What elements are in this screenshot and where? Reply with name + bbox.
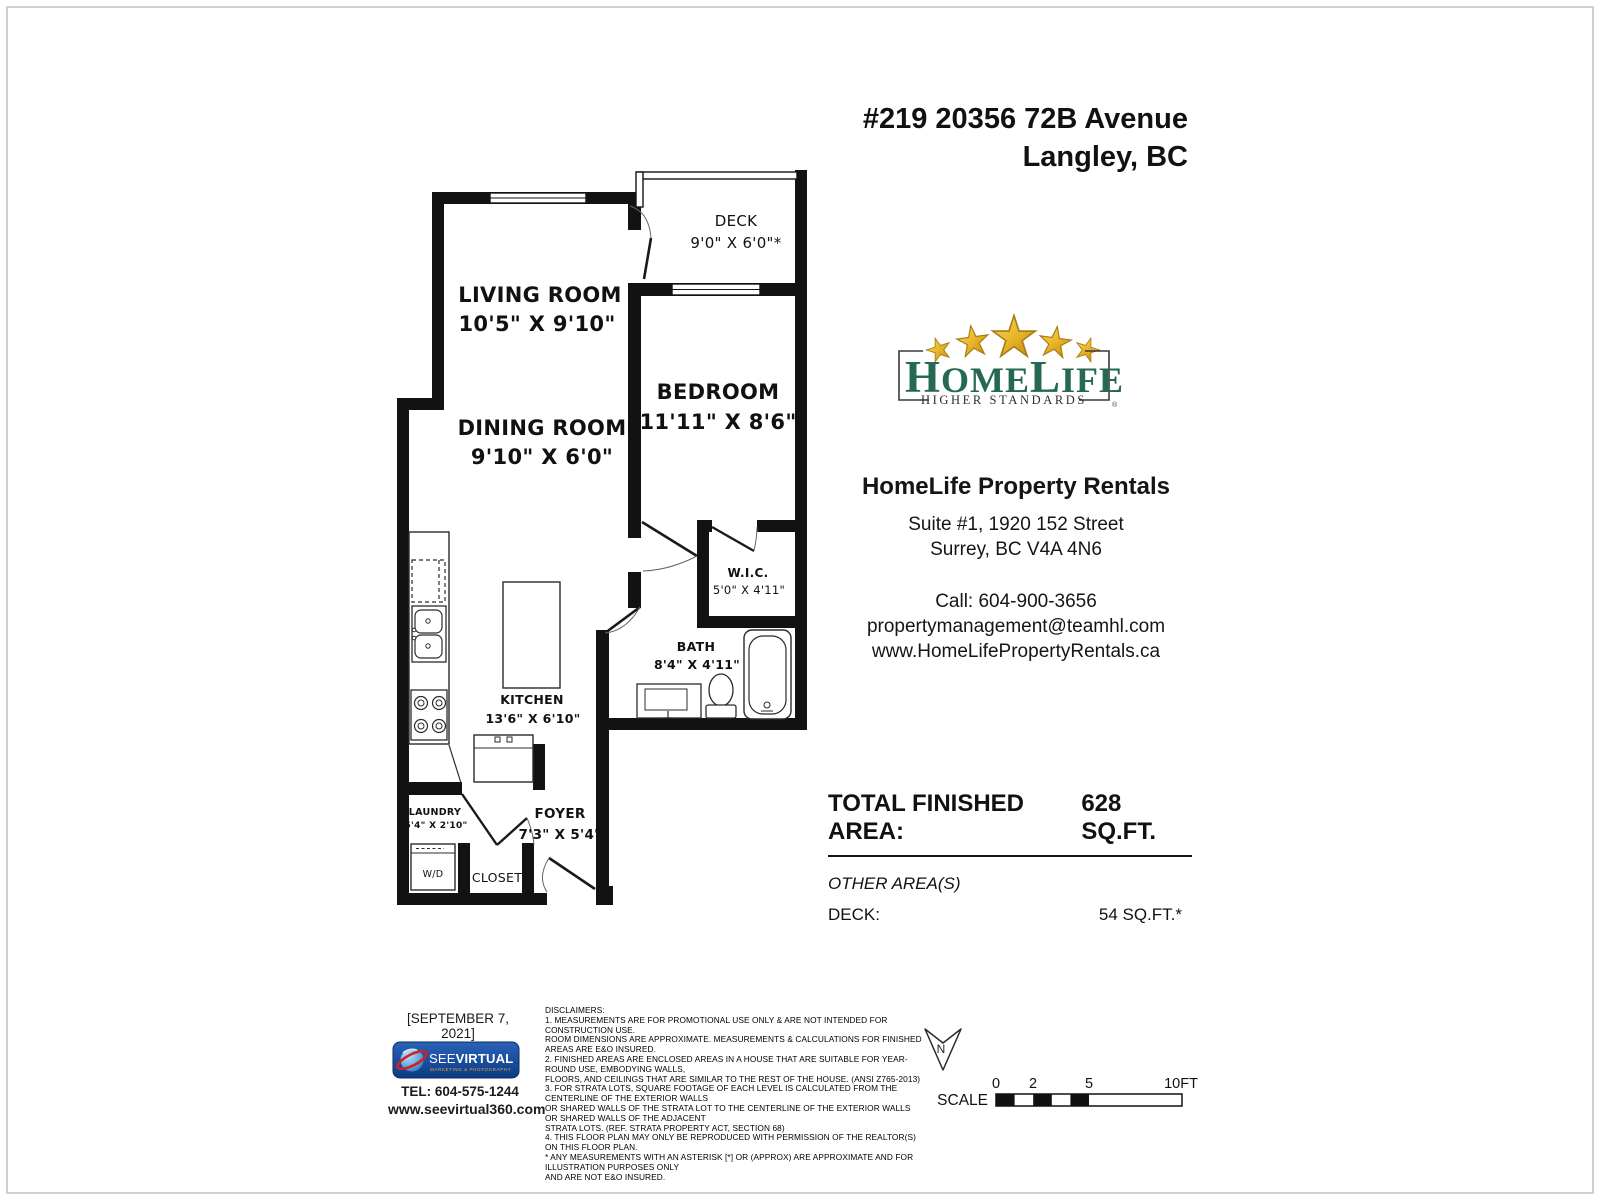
- laundry-dims: 5'4" X 2'10": [404, 821, 468, 831]
- seevirtual-logo: [392, 1040, 520, 1080]
- kitchen-label: KITCHEN: [500, 692, 564, 707]
- bathtub-icon: [744, 630, 791, 719]
- kitchen-dims: 13'6" X 6'10": [485, 711, 581, 726]
- dining-room-label: DINING ROOM: [457, 416, 627, 440]
- north-label: N: [936, 1042, 946, 1056]
- property-address: [820, 100, 1188, 176]
- scale-tick-10: 10FT: [1164, 1076, 1198, 1092]
- entry-door: [542, 858, 595, 892]
- scale-tick-0: 0: [991, 1076, 1001, 1092]
- seevirtual-prefix: SEE: [429, 1051, 456, 1066]
- wic-label: W.I.C.: [727, 566, 769, 580]
- floorplan-drawing: [370, 150, 820, 920]
- star-row-icon: [924, 316, 1102, 364]
- scale-bar: [937, 1076, 1198, 1109]
- wic-dims: 5'0" X 4'11": [712, 583, 786, 597]
- other-areas-label: OTHER AREA(S): [828, 874, 961, 893]
- living-room-window: [490, 193, 586, 203]
- bedroom-window: [672, 284, 760, 295]
- website-url: www.HomeLifePropertyRentals.ca: [871, 641, 1161, 662]
- bedroom-dims: 11'11" X 8'6": [639, 410, 797, 434]
- disclaimer-line: 1. MEASUREMENTS ARE FOR PROMOTIONAL USE ONLY & ARE NOT INTENDED FOR CONSTRUCTION USE.: [545, 1014, 888, 1035]
- living-room-dims: 10'5" X 9'10": [458, 312, 616, 336]
- seevirtual-website: www.seevirtual360.com: [388, 1101, 546, 1117]
- deck-walls: [636, 172, 797, 207]
- disclaimer-line: 3. FOR STRATA LOTS, SQUARE FOOTAGE OF EACH LEVEL IS CALCULATED FROM THE CENTERLINE OF THE EXTERIOR WALLS: [545, 1083, 898, 1104]
- phone-number: Call: 604-900-3656: [935, 591, 1097, 612]
- total-area-row: [828, 790, 1192, 846]
- bath-dims: 8'4" X 4'11": [653, 657, 741, 672]
- bath-label: BATH: [676, 639, 716, 654]
- logo-word-ife: IFE: [1061, 360, 1125, 400]
- fridge-icon: [412, 560, 445, 602]
- washer-dryer-label: W/D: [422, 869, 444, 880]
- seevirtual-phone: TEL: 604-575-1244: [401, 1084, 519, 1099]
- toilet-icon: [706, 674, 736, 718]
- contact-block: [830, 473, 1202, 664]
- total-area-label: TOTAL FINISHED AREA:: [828, 790, 1025, 845]
- deck-area-row: [828, 905, 1192, 925]
- scale-tick-5: 5: [1084, 1076, 1094, 1092]
- foyer-dims: 7'3" X 5'4": [518, 827, 602, 843]
- disclaimer-line: AND ARE NOT E&O INSURED.: [545, 1171, 666, 1182]
- closet-label: CLOSET: [471, 870, 523, 885]
- walls: [397, 170, 807, 905]
- company-name: HomeLife Property Rentals: [861, 473, 1171, 500]
- foyer-label: FOYER: [534, 806, 586, 822]
- disclaimer-line: STRATA LOTS. (REF. STRATA PROPERTY ACT, SECTION 68): [545, 1122, 785, 1133]
- dining-room-dims: 9'10" X 6'0": [470, 445, 614, 469]
- registered-mark: ®: [1112, 402, 1118, 409]
- bath-door: [605, 607, 640, 633]
- logo-word-l: L: [1030, 352, 1062, 402]
- living-room-label: LIVING ROOM: [458, 283, 622, 307]
- contact-methods: [830, 589, 1202, 664]
- address-line-2: Langley, BC: [1022, 141, 1188, 173]
- disclaimer-line: 4. THIS FLOOR PLAN MAY ONLY BE REPRODUCED WITH PERMISSION OF THE REALTOR(S) ON THIS FLOOR PLAN.: [545, 1132, 916, 1153]
- washer-dryer-icon: [411, 844, 455, 890]
- deck-area-label: DECK:: [828, 905, 880, 924]
- counter-corner-line: [449, 745, 461, 783]
- address-line-1: #219 20356 72B Avenue: [862, 103, 1188, 135]
- plan-date: [SEPTEMBER 7, 2021]: [406, 1011, 510, 1041]
- north-and-scale: [920, 1015, 1200, 1115]
- deck-area-value: 54 SQ.FT.*: [1098, 905, 1182, 924]
- company-address-1: Suite #1, 1920 152 Street: [908, 514, 1124, 535]
- logo-tagline: HIGHER STANDARDS: [921, 393, 1087, 407]
- bath-vanity-icon: [637, 684, 701, 718]
- disclaimer-line: DISCLAIMERS:: [545, 1005, 605, 1015]
- svg-text:SEEVIRTUAL: [429, 1051, 513, 1066]
- bedroom-label: BEDROOM: [656, 380, 780, 404]
- kitchen-island: [503, 582, 560, 688]
- homelife-logo: [880, 300, 1130, 415]
- total-area-value: 628 SQ.FT.: [1081, 790, 1156, 845]
- peninsula-counter: [474, 735, 533, 782]
- doors: [462, 206, 757, 892]
- disclaimers-block: [545, 1006, 925, 1182]
- seevirtual-suffix: VIRTUAL: [455, 1051, 514, 1066]
- deck-label: DECK: [714, 212, 758, 230]
- disclaimer-line: ROOM DIMENSIONS ARE APPROXIMATE. MEASUREMENTS & CALCULATIONS FOR FINISHED AREAS ARE E&O INSURED.: [545, 1034, 922, 1055]
- area-summary: [828, 790, 1192, 925]
- scale-label: SCALE: [937, 1092, 988, 1109]
- bedroom-door: [642, 522, 697, 571]
- disclaimer-line: FLOORS, AND CEILINGS THAT ARE SIMILAR TO THE REST OF THE HOUSE. (ANSI Z765-2013): [545, 1073, 921, 1084]
- email-address: propertymanagement@teamhl.com: [866, 616, 1166, 637]
- disclaimer-line: 2. FINISHED AREAS ARE ENCLOSED AREAS IN A HOUSE THAT ARE SUITABLE FOR YEAR-ROUND USE, EMBODYING WALLS,: [545, 1053, 908, 1074]
- north-arrow-icon: [925, 1029, 961, 1070]
- seevirtual-tagline: MARKETING & PHOTOGRAPHY: [430, 1067, 512, 1072]
- double-sink-icon: [412, 606, 446, 662]
- wic-door: [712, 527, 757, 551]
- divider-rule: [828, 855, 1192, 857]
- logo-word-ome: OME: [941, 360, 1031, 400]
- logo-word-h: H: [905, 352, 942, 402]
- laundry-label: LAUNDRY: [408, 807, 462, 818]
- stove-icon: [411, 690, 447, 740]
- deck-dims: 9'0" X 6'0"*: [690, 234, 782, 252]
- company-address-2: Surrey, BC V4A 4N6: [930, 539, 1102, 560]
- disclaimer-line: OR SHARED WALLS OF THE STRATA LOT TO THE CENTERLINE OF THE EXTERIOR WALLS OR SHARED WALLS OF THE ADJACENT: [545, 1102, 911, 1123]
- disclaimer-line: * ANY MEASUREMENTS WITH AN ASTERISK [*] OR (APPROX) ARE APPROXIMATE AND FOR ILLUSTRATION PURPOSES ONLY: [545, 1151, 914, 1172]
- scale-tick-2: 2: [1028, 1076, 1038, 1092]
